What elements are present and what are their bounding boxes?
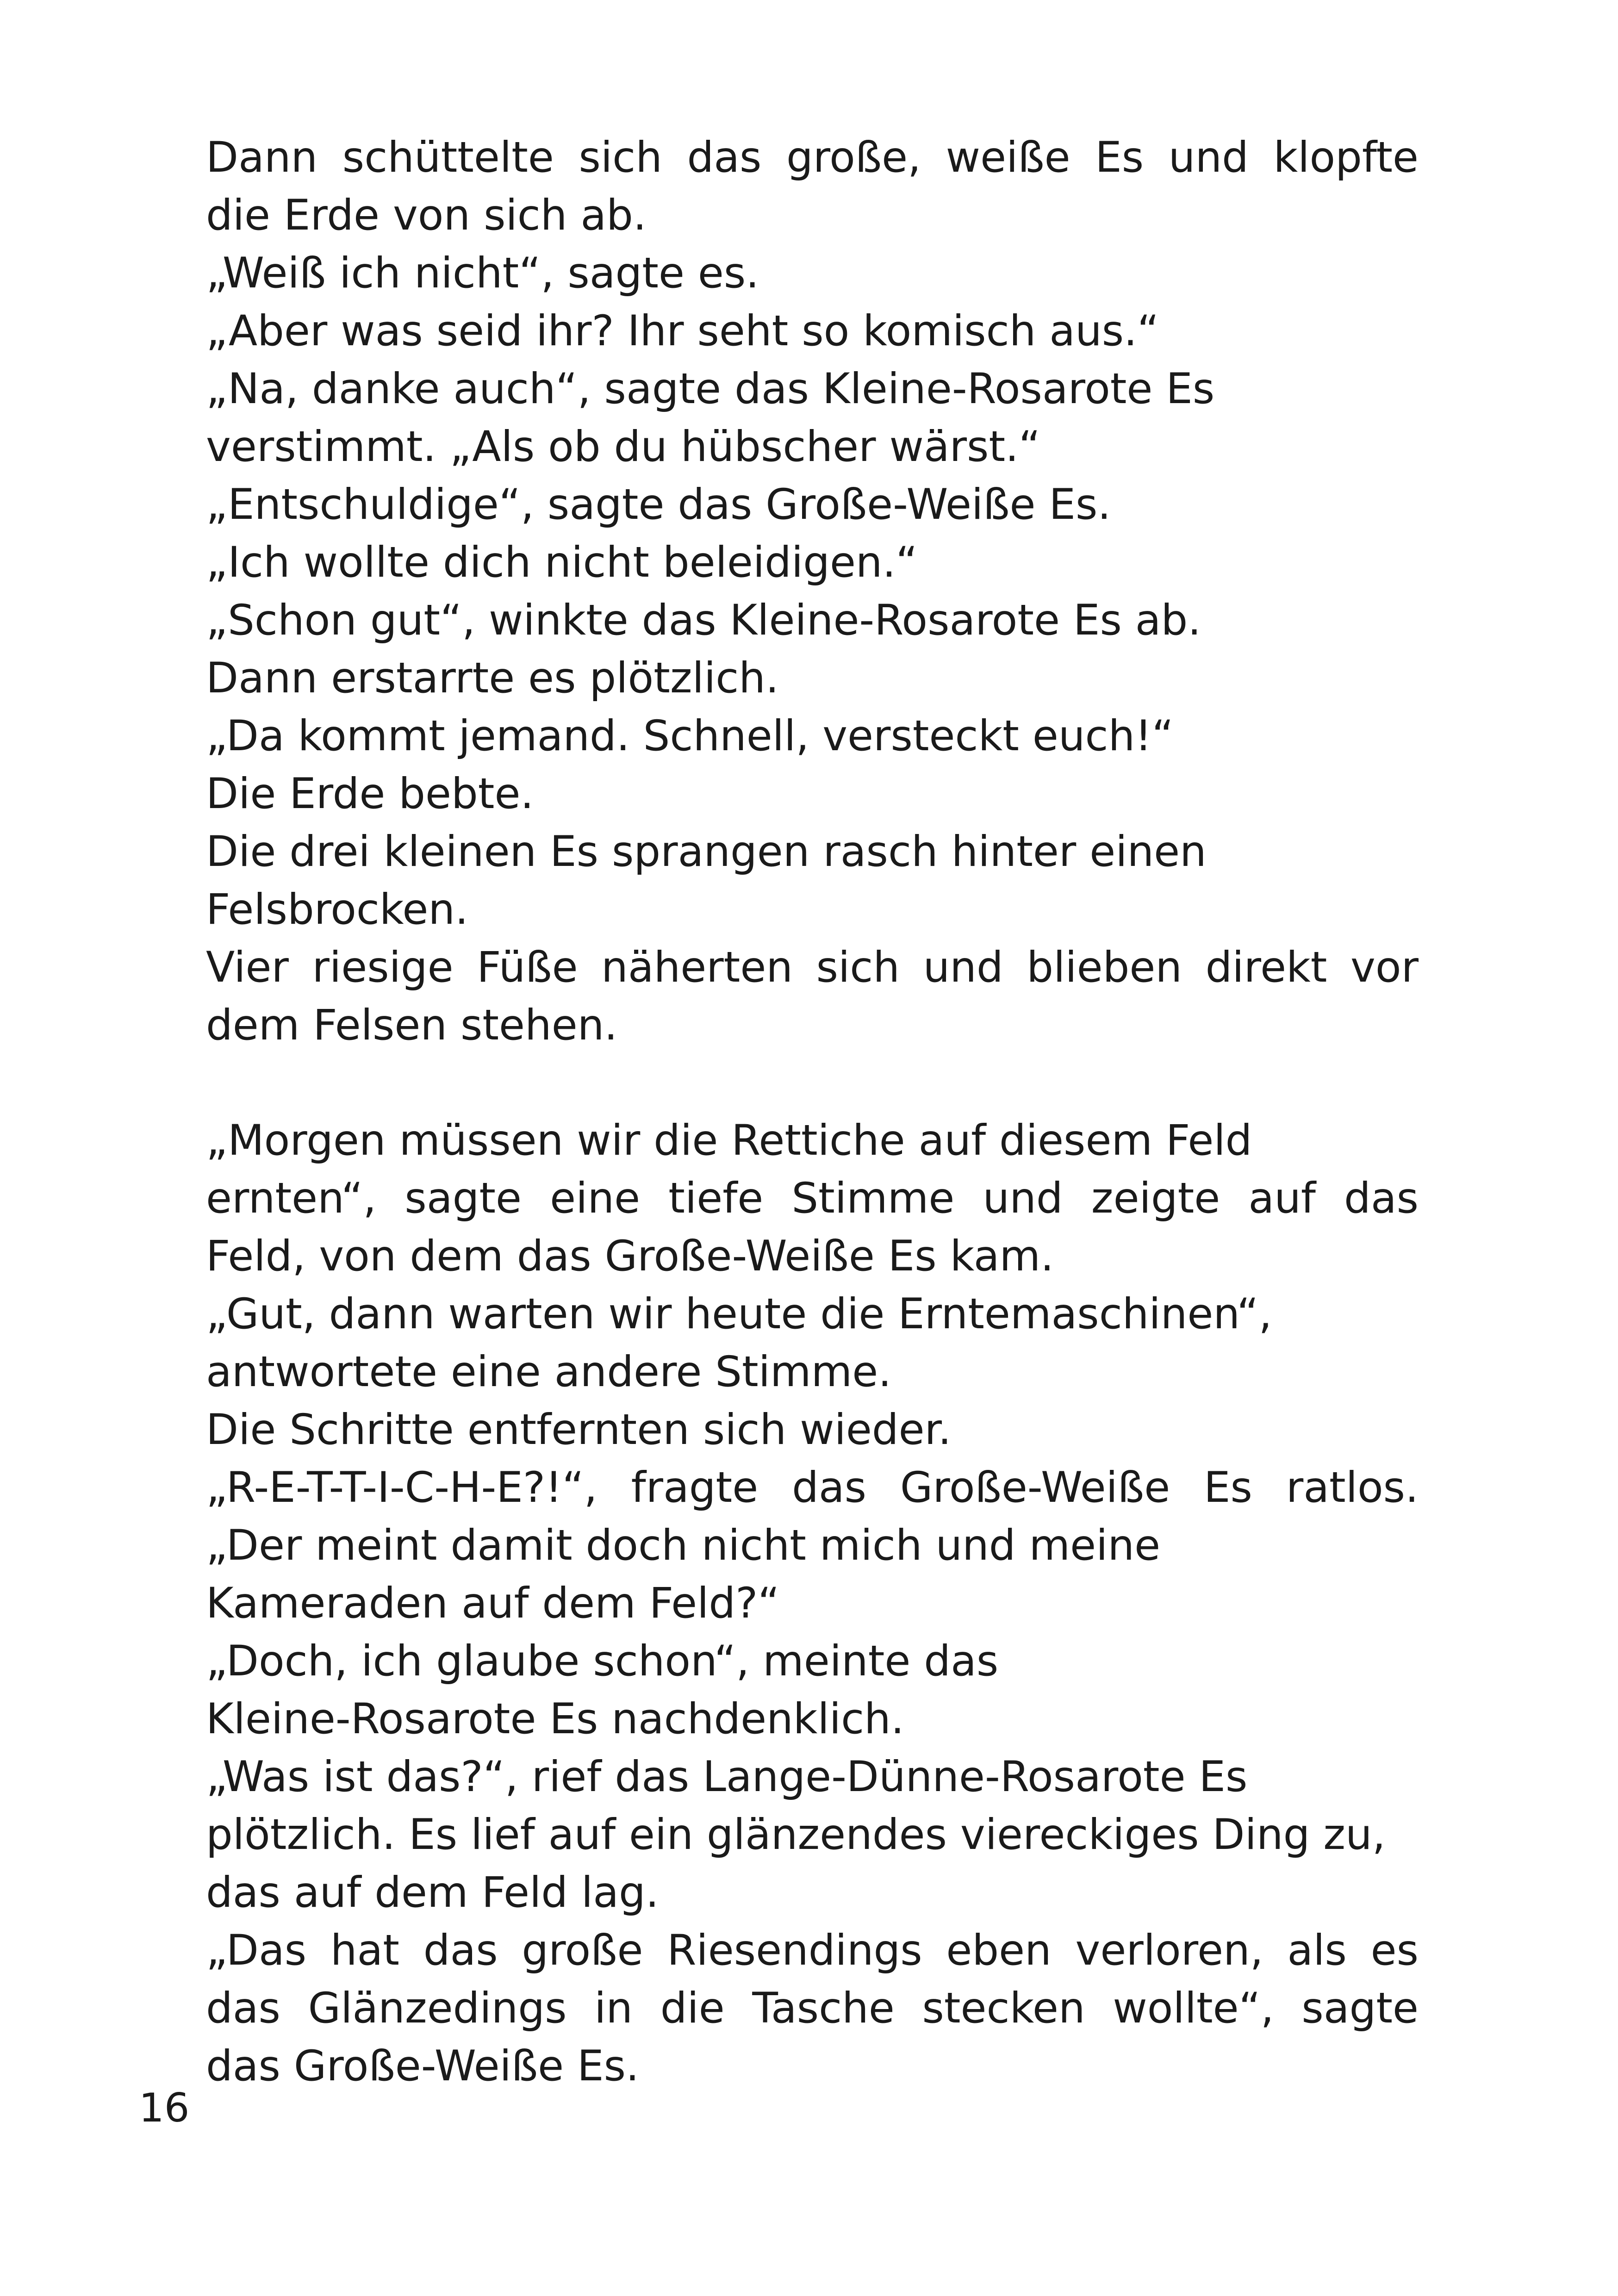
text-line: Felsbrocken. (206, 885, 468, 934)
text-line: Feld, von dem das Große-Weiße Es kam. (206, 1232, 1054, 1281)
text-line: Vier riesige Füße näherten sich und blieben direkt vor (206, 943, 1419, 992)
text-line: verstimmt. „Als ob du hübscher wärst.“ (206, 423, 1041, 471)
text-line: das auf dem Feld lag. (206, 1868, 659, 1917)
text-line: „Ich wollte dich nicht beleidigen.“ (206, 538, 918, 587)
paragraph-2 (206, 1112, 1419, 2095)
text-line: „Morgen müssen wir die Rettiche auf diesem Feld (206, 1116, 1252, 1165)
text-line: „Der meint damit doch nicht mich und meine (206, 1521, 1161, 1570)
text-line: Die drei kleinen Es sprangen rasch hinter einen (206, 828, 1207, 876)
text-line: „Schon gut“, winkte das Kleine-Rosarote Es ab. (206, 596, 1201, 645)
text-line: antwortete eine andere Stimme. (206, 1348, 892, 1396)
text-line: das Große-Weiße Es. (206, 2042, 639, 2091)
text-line: Die Erde bebte. (206, 770, 534, 818)
text-line: „R-E-T-T-I-C-H-E?!“, fragte das Große-Weiße Es ratlos. (206, 1463, 1419, 1512)
text-line: Dann schüttelte sich das große, weiße Es und klopfte (206, 133, 1419, 182)
text-line: „Das hat das große Riesendings eben verloren, als es (206, 1926, 1419, 1975)
page-number: 16 (139, 2085, 190, 2131)
text-line: Dann erstarrte es plötzlich. (206, 654, 779, 703)
text-line: Kleine-Rosarote Es nachdenklich. (206, 1695, 904, 1743)
text-line: „Entschuldige“, sagte das Große-Weiße Es. (206, 480, 1111, 529)
text-line: das Glänzedings in die Tasche stecken wollte“, sagte (206, 1984, 1419, 2033)
paragraph-1 (206, 129, 1419, 1054)
text-line: dem Felsen stehen. (206, 1001, 618, 1050)
text-line: „Da kommt jemand. Schnell, versteckt euch!“ (206, 712, 1174, 760)
text-line: „Aber was seid ihr? Ihr seht so komisch aus.“ (206, 307, 1159, 355)
text-line: „Na, danke auch“, sagte das Kleine-Rosarote Es (206, 365, 1215, 413)
text-line: Die Schritte entfernten sich wieder. (206, 1406, 952, 1454)
text-line: die Erde von sich ab. (206, 191, 647, 240)
text-line: „Was ist das?“, rief das Lange-Dünne-Rosarote Es (206, 1753, 1248, 1801)
text-line: „Gut, dann warten wir heute die Erntemaschinen“, (206, 1290, 1272, 1338)
text-line: plötzlich. Es lief auf ein glänzendes viereckiges Ding zu, (206, 1811, 1386, 1859)
text-line: „Doch, ich glaube schon“, meinte das (206, 1637, 999, 1686)
text-line: ernten“, sagte eine tiefe Stimme und zeigte auf das (206, 1174, 1419, 1223)
text-line: Kameraden auf dem Feld?“ (206, 1579, 780, 1628)
text-line: „Weiß ich nicht“, sagte es. (206, 249, 759, 298)
